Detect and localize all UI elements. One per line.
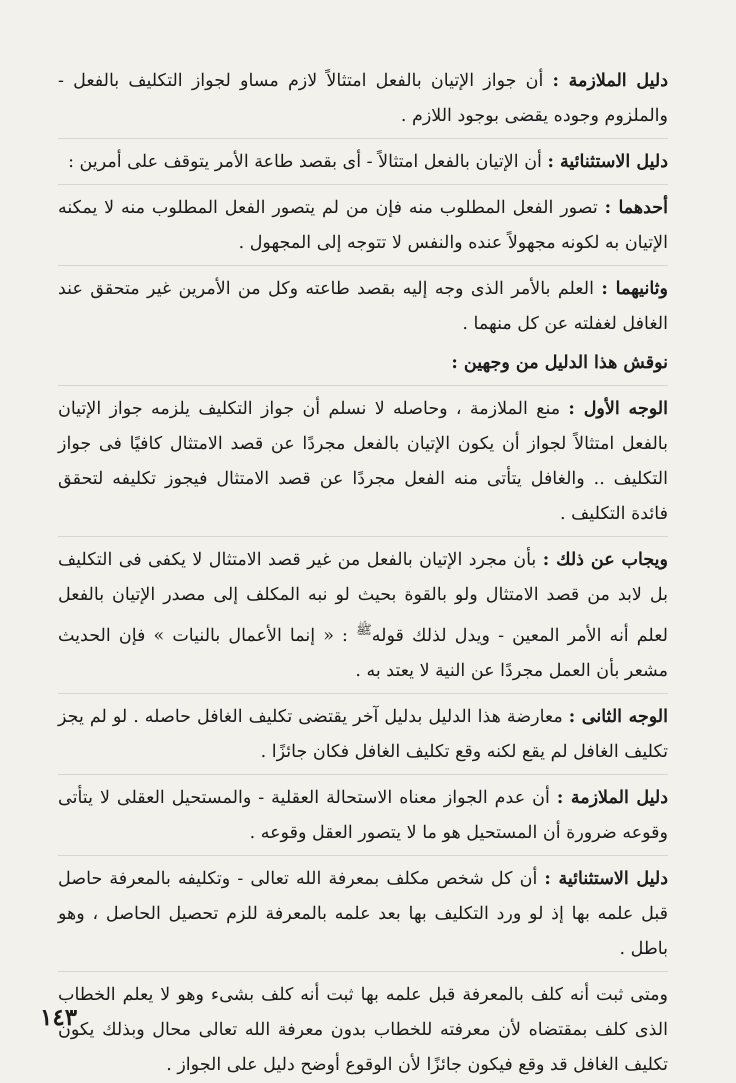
paragraph-text: أن جواز الإتيان بالفعل امتثالاً لازم مساو لجواز التكليف بالفعل - والملزوم وجوده يقضى بوجود اللازم . <box>58 71 668 126</box>
divider <box>58 693 668 694</box>
paragraph-text: ومتى ثبت أنه كلف بالمعرفة قبل علمه بها ثبت أنه كلف بشىء وهو لا يعلم الخطاب الذى كلف بمقتضاه لأن معرفته للخطاب بدون معرفة الله تعالى محال وبذلك يكون تكليف الغافل قد وقع فيكون جائزًا لأن الوقوع أوضح دليل على الجواز . <box>58 984 668 1075</box>
paragraph-wajh-thani <box>58 700 668 770</box>
divider <box>58 536 668 537</box>
divider <box>58 265 668 266</box>
paragraph-text: أن كل شخص مكلف بمعرفة الله تعالى - وتكليفه بالمعرفة حاصل قبل علمه بها إذ لو ورد التكليف بها بعد علمه بالمعرفة للزم تحصيل الحاصل ، وهو باطل . <box>58 868 668 959</box>
divider <box>58 855 668 856</box>
paragraph-heading: ويجاب عن ذلك : <box>542 550 668 570</box>
paragraph-text: بأن مجرد الإتيان بالفعل من غير قصد الامتثال لا يكفى فى التكليف بل لابد من قصد الامتثال ولو بالقوة بحيث لو نبه المكلف إلى مصدر الإتيان بالفعل لعلم أنه الأمر المعين - ويدل لذلك قوله <box>58 550 669 646</box>
page-number: ١٤٣ <box>40 1004 78 1031</box>
paragraph-text: العلم بالأمر الذى وجه إليه بقصد طاعته وكل من الأمرين غير متحقق عند الغافل لغفلته عن كل منهما . <box>58 279 668 334</box>
paragraph-text: معارضة هذا الدليل بدليل آخر يقتضى تكليف الغافل حاصله . لو لم يجز تكليف الغافل لم يقع لكنه وقع تكليف الغافل فكان جائزًا . <box>58 706 668 762</box>
paragraph-text-cont: : « إنما الأعمال بالنيات » فإن الحديث مشعر بأن العمل مجردًا عن النية لا يعتد به . <box>58 625 668 681</box>
divider <box>58 184 668 185</box>
paragraph-heading: أحدهما : <box>604 198 668 218</box>
paragraph-heading: دليل الاستثنائية : <box>544 868 668 889</box>
paragraph-conclusion <box>58 978 668 1083</box>
paragraph-text: أن الإتيان بالفعل امتثالاً - أى بقصد طاعة الأمر يتوقف على أمرين : <box>68 152 548 172</box>
paragraph-heading: دليل الملازمة : <box>552 71 669 91</box>
paragraph-mulazama-1 <box>58 64 668 134</box>
paragraph-heading: الوجه الأول : <box>568 399 668 419</box>
paragraph-heading: الوجه الثانى : <box>568 706 669 727</box>
paragraph-heading: وثانيهما : <box>601 279 668 299</box>
divider <box>58 774 668 775</box>
section-heading: نوقش هذا الدليل من وجهين : <box>451 353 668 373</box>
paragraph-yujab <box>58 543 668 689</box>
paragraph-text: تصور الفعل المطلوب منه فإن من لم يتصور الفعل المطلوب منه لا يمكنه الإتيان به لكونه مجهولاً عنده والنفس لا تتوجه إلى المجهول . <box>58 198 668 253</box>
divider <box>58 138 668 139</box>
divider <box>58 971 668 972</box>
paragraph-istithnaiya-1 <box>58 145 668 180</box>
salawat-symbol: ﷺ <box>356 623 372 638</box>
paragraph-text: أن عدم الجواز معناه الاستحالة العقلية - والمستحيل العقلى لا يتأتى وقوعه ضرورة أن المستحيل هو ما لا يتصور العقل وقوعه . <box>58 787 668 843</box>
divider <box>58 385 668 386</box>
paragraph-ahaduhuma <box>58 191 668 261</box>
paragraph-text: منع الملازمة ، وحاصله لا نسلم أن جواز التكليف يلزمه جواز الإتيان بالفعل امتثالاً لجواز أن يكون الإتيان بالفعل مجردًا عن قصد الامتثال كافيًا فى جواز التكليف .. والغافل يتأتى منه الفعل مجردًا عن قصد الامتثال فيجوز تكليفه لتحقق فائدة التكليف . <box>58 399 668 524</box>
paragraph-heading: دليل الاستثنائية : <box>547 152 668 172</box>
paragraph-wajh-awwal <box>58 392 668 532</box>
paragraph-istithnaiya-2 <box>58 862 668 967</box>
paragraph-mulazama-2 <box>58 781 668 851</box>
paragraph-thanihuma <box>58 272 668 342</box>
paragraph-heading: دليل الملازمة : <box>556 787 668 808</box>
